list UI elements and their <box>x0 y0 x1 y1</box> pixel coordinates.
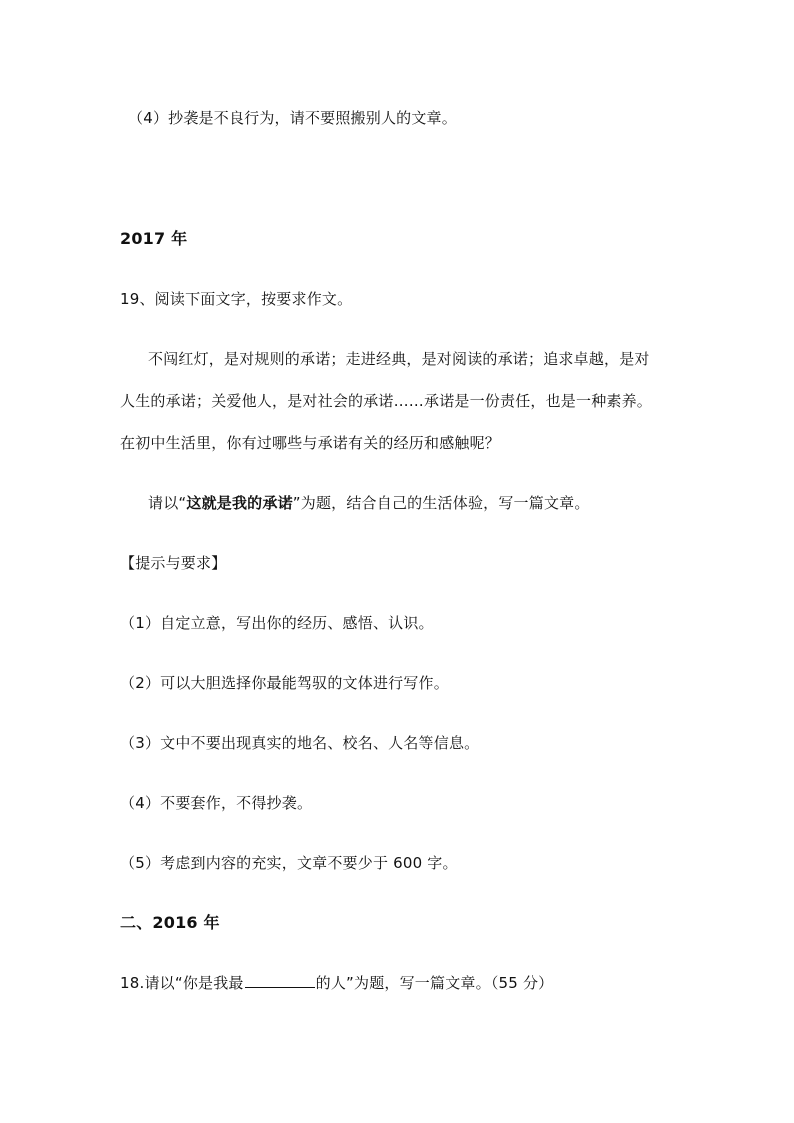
essay-title: 这就是我的承诺 <box>186 494 293 512</box>
tips-heading: 【提示与要求】 <box>120 554 227 572</box>
question-19-intro: 19、阅读下面文字，按要求作文。 <box>120 290 353 308</box>
question-18-suffix: 的人”为题，写一篇文章。（55 分） <box>315 974 554 992</box>
requirement-1: （1）自定立意，写出你的经历、感悟、认识。 <box>120 614 434 632</box>
heading-2017: 2017 年 <box>120 229 188 248</box>
question-18 <box>120 972 553 994</box>
requirement-4-prev: （4）抄袭是不良行为，请不要照搬别人的文章。 <box>128 109 457 127</box>
requirement-3: （3）文中不要出现真实的地名、校名、人名等信息。 <box>120 734 480 752</box>
requirement-5: （5）考虑到内容的充实，文章不要少于 600 字。 <box>120 854 458 872</box>
paragraph-line-1: 不闯红灯，是对规则的承诺；走进经典，是对阅读的承诺；追求卓越，是对 <box>148 350 650 368</box>
paragraph-line-3: 在初中生活里，你有过哪些与承诺有关的经历和感触呢？ <box>120 434 501 452</box>
essay-prompt-2017 <box>148 492 590 514</box>
essay-prompt-prefix: 请以“ <box>148 494 187 512</box>
paragraph-line-2: 人生的承诺；关爱他人，是对社会的承诺……承诺是一份责任，也是一种素养。 <box>120 392 653 410</box>
requirement-2: （2）可以大胆选择你最能驾驭的文体进行写作。 <box>120 674 449 692</box>
question-18-prefix: 18.请以“你是我最 <box>120 974 244 992</box>
fill-in-blank <box>245 973 315 988</box>
essay-prompt-suffix: ”为题，结合自己的生活体验，写一篇文章。 <box>292 494 590 512</box>
heading-2016: 二、2016 年 <box>120 913 220 932</box>
requirement-4: （4）不要套作，不得抄袭。 <box>120 794 313 812</box>
